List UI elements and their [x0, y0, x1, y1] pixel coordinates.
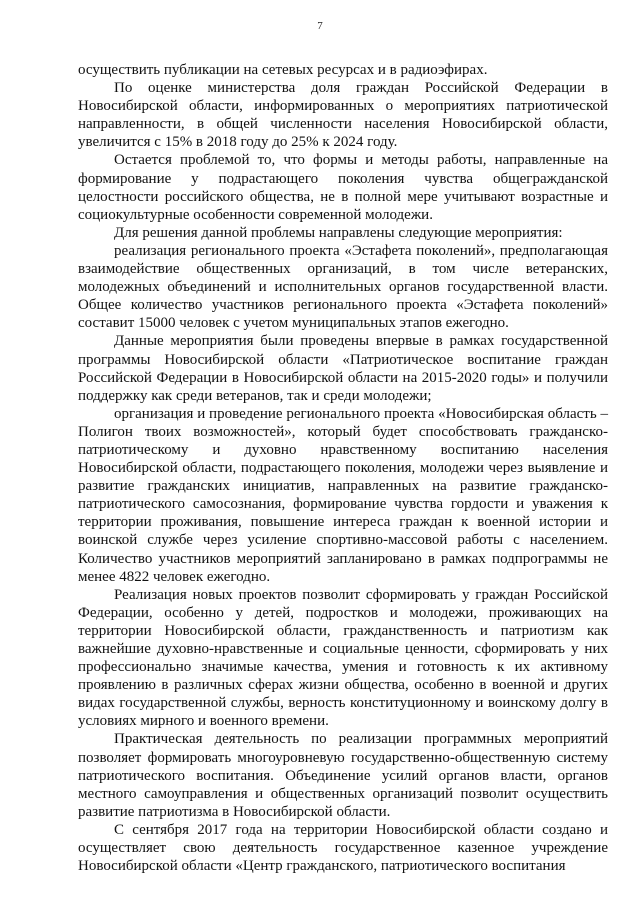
- paragraph: реализация регионального проекта «Эстафета поколений», предполагающая взаимодействие общественных организаций, в том числе ветеранских, молодежных объединений и исполнительных органов государственной власти. Общее количество участников регионального проекта «Эстафета поколений» составит 15000 человек с учетом муниципальных этапов ежегодно.: [78, 242, 608, 332]
- paragraph: С сентября 2017 года на территории Новосибирской области создано и осуществляет свою деятельность государственное казенное учреждение Новосибирской области «Центр гражданского, патриотического воспитания: [78, 821, 608, 875]
- paragraph: Остается проблемой то, что формы и методы работы, направленные на формирование у подрастающего поколения чувства общегражданской целостности российского общества, не в полной мере учитывают возрастные и социокультурные особенности современной молодежи.: [78, 152, 608, 223]
- paragraph-continuation: осуществить публикации на сетевых ресурсах и в радиоэфирах.: [78, 62, 488, 78]
- paragraph: Реализация новых проектов позволит сформировать у граждан Российской Федерации, особенно у детей, подростков и молодежи, проживающих на территории Новосибирской области, гражданственность и патриотизм как важнейшие духовно-нравственные и социальные ценности, сформировать у них профессионально значимые качества, умения и готовность к их активному проявлению в различных сферах жизни общества, особенно в военной и других видах государственной службы, верность конституционному и воинскому долгу в условиях мирного и военного времени.: [78, 586, 608, 730]
- paragraph: По оценке министерства доля граждан Российской Федерации в Новосибирской области, информированных о мероприятиях патриотической направленности, в общей численности населения Новосибирской области, увеличится с 15% в 2018 году до 25% к 2024 году.: [78, 80, 608, 151]
- paragraph: Практическая деятельность по реализации программных мероприятий позволяет формировать многоуровневую государственно-общественную систему патриотического воспитания. Объединение усилий органов власти, органов местного самоуправления и общественных организаций позволит осуществить развитие патриотизма в Новосибирской области.: [78, 731, 608, 820]
- paragraph: Для решения данной проблемы направлены следующие мероприятия:: [114, 224, 563, 241]
- paragraph: Данные мероприятия были проведены впервые в рамках государственной программы Новосибирской области «Патриотическое воспитание граждан Российской Федерации в Новосибирской области на 2015-2020 годы» и получили поддержку как среди ветеранов, так и среди молодежи;: [78, 333, 608, 404]
- document-body: [78, 61, 608, 875]
- paragraph: организация и проведение регионального проекта «Новосибирская область – Полигон твоих возможностей», который будет способствовать гражданско-патриотическому и духовно нравственному воспитанию населения Новосибирской области, подрастающего поколения, молодежи через выявление и развитие гражданских инициатив, направленных на развитие гражданско-патриотического самосознания, формирование чувства гордости и уважения к территории проживания, повышение интереса граждан к военной истории и воинской службе через усиление спортивно-массовой работы с населением. Количество участников мероприятий запланировано в рамках подпрограммы не менее 4822 человек ежегодно.: [78, 405, 608, 585]
- page-number: 7: [317, 20, 323, 32]
